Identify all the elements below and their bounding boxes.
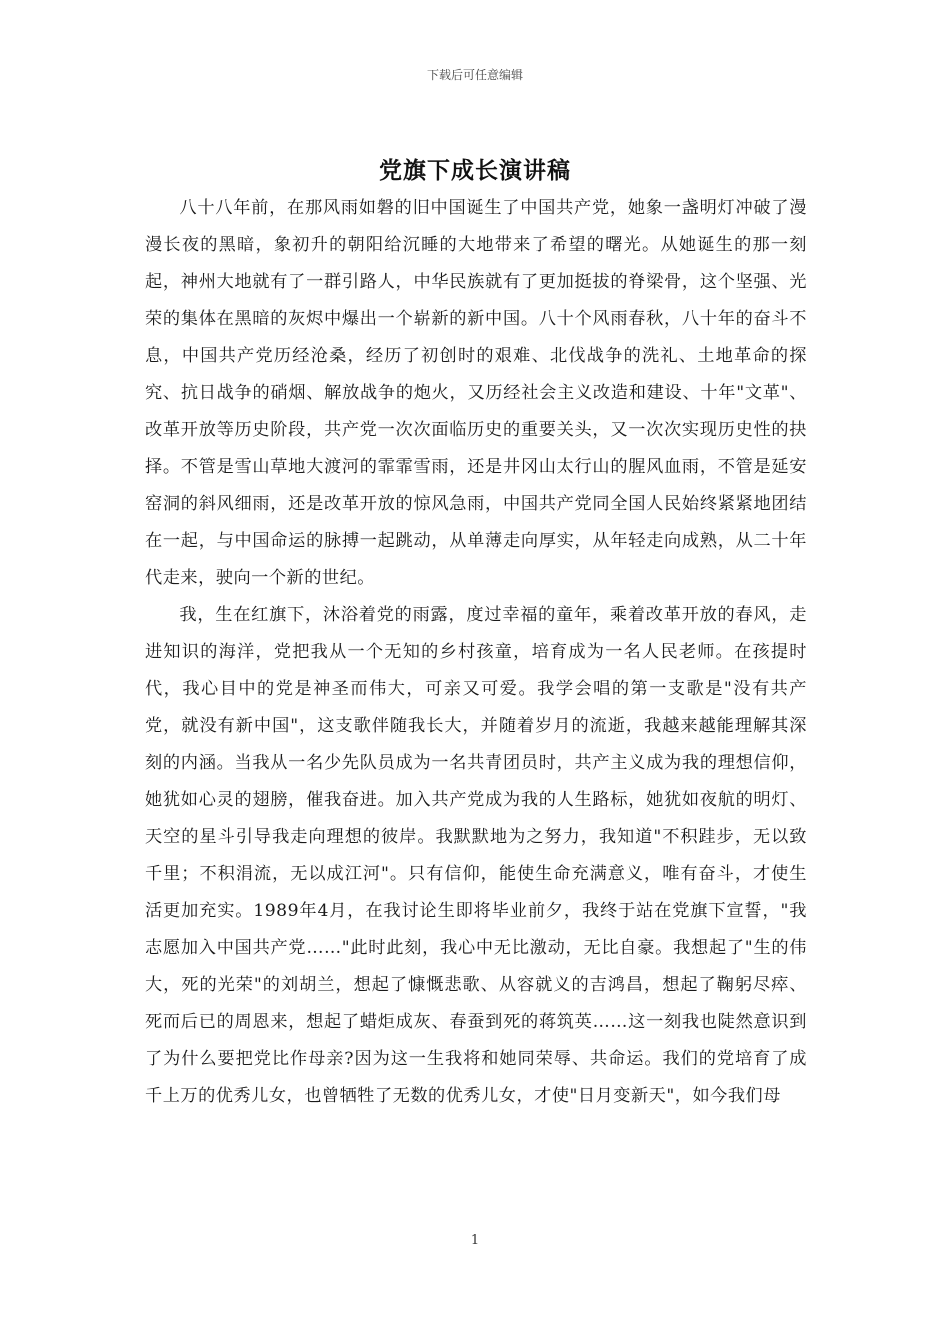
paragraph-2: 我，生在红旗下，沐浴着党的雨露，度过幸福的童年，乘着改革开放的春风，走进知识的海洋，党把我从一个无知的乡村孩童，培育成为一名人民老师。在孩提时代，我心目中的党是神圣而伟大，可亲又可爱。我学会唱的第一支歌是"没有共产党，就没有新中国"，这支歌伴随我长大，并随着岁月的流逝，我越来越能理解其深刻的内涵。当我从一名少先队员成为一名共青团员时，共产主义成为我的理想信仰，她犹如心灵的翅膀，催我奋进。加入共产党成为我的人生路标，她犹如夜航的明灯、天空的星斗引导我走向理想的彼岸。我默默地为之努力，我知道"不积跬步，无以致千里；不积涓流，无以成江河"。只有信仰，能使生命充满意义，唯有奋斗，才使生活更加充实。1989年4月，在我讨论生即将毕业前夕，我终于站在党旗下宣誓，"我志愿加入中国共产党……"此时此刻，我心中无比激动，无比自豪。我想起了"生的伟大，死的光荣"的刘胡兰，想起了慷慨悲歌、从容就义的吉鸿昌，想起了鞠躬尽瘁、死而后已的周恩来，想起了蜡炬成灰、春蚕到死的蒋筑英……这一刻我也陡然意识到了为什么要把党比作母亲?因为这一生我将和她同荣辱、共命运。我们的党培育了成千上万的优秀儿女，也曾牺牲了无数的优秀儿女，才使"日月变新天"，如今我们母 (145, 605, 807, 1106)
page-header-note: 下载后可任意编辑 (426, 68, 523, 82)
document-body (145, 190, 807, 1115)
page-number: 1 (470, 1233, 480, 1248)
document-title: 党旗下成长演讲稿 (379, 157, 571, 184)
paragraph-1: 八十八年前，在那风雨如磐的旧中国诞生了中国共产党，她象一盏明灯冲破了漫漫长夜的黑暗，象初升的朝阳给沉睡的大地带来了希望的曙光。从她诞生的那一刻起，神州大地就有了一群引路人，中华民族就有了更加挺拔的脊梁骨，这个坚强、光荣的集体在黑暗的灰烬中爆出一个崭新的新中国。八十个风雨春秋，八十年的奋斗不息，中国共产党历经沧桑，经历了初创时的艰难、北伐战争的洗礼、土地革命的探究、抗日战争的硝烟、解放战争的炮火，又历经社会主义改造和建设、十年"文革"、改革开放等历史阶段，共产党一次次面临历史的重要关头，又一次次实现历史性的抉择。不管是雪山草地大渡河的霏霏雪雨，还是井冈山太行山的腥风血雨，不管是延安窑洞的斜风细雨，还是改革开放的惊风急雨，中国共产党同全国人民始终紧紧地团结在一起，与中国命运的脉搏一起跳动，从单薄走向厚实，从年轻走向成熟，从二十年代走来，驶向一个新的世纪。 (145, 198, 807, 588)
